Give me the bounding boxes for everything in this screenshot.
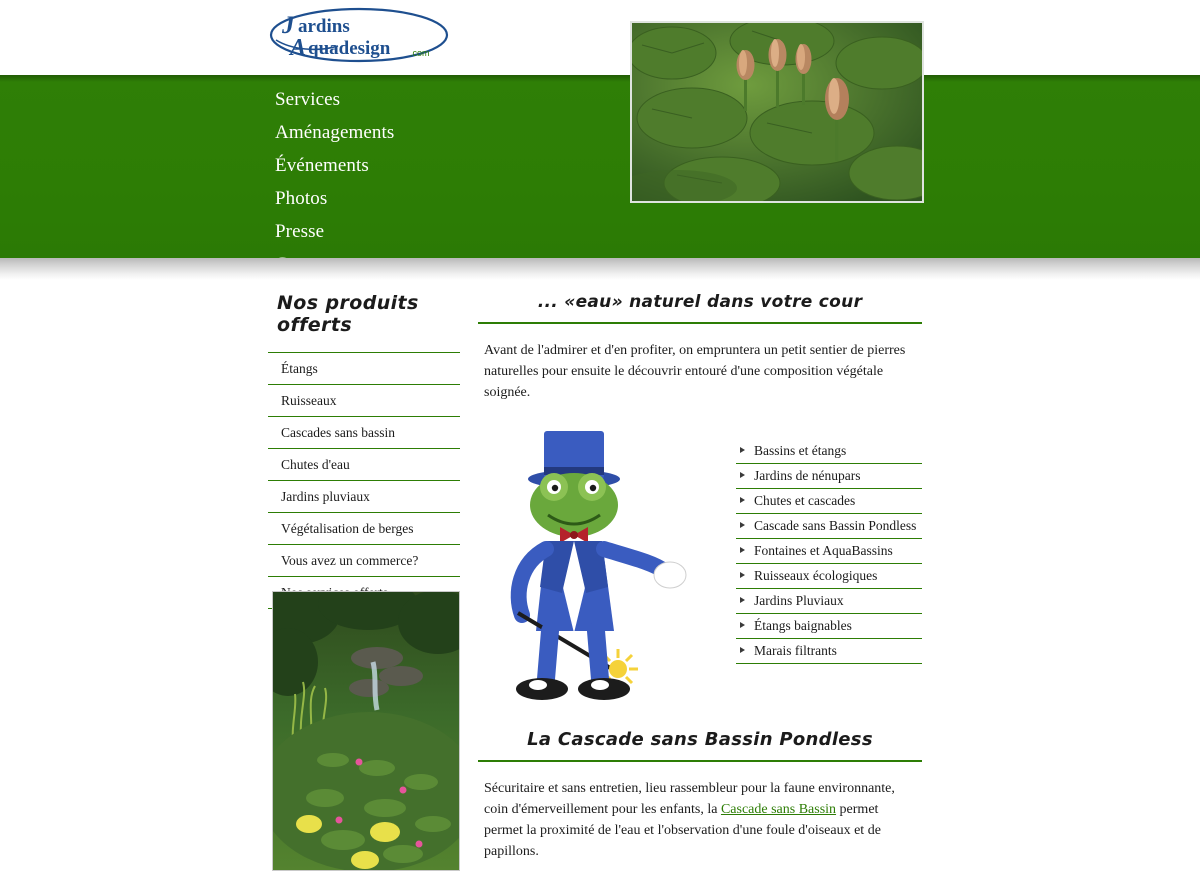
intro-paragraph: Avant de l'admirer et d'en profiter, on empruntera un petit sentier de pierres naturelles pour ensuite le découvrir entouré d'une composition végétale soignée. (484, 343, 906, 400)
paragraph-text-after: permet permet la proximité de l'eau et l'observation d'une foule d'oiseaux et de papillons. (484, 802, 881, 859)
site-logo[interactable] (268, 6, 450, 64)
sidebar-item-vegetalisation-de-berges[interactable]: Végétalisation de berges (268, 513, 460, 545)
page-content (0, 280, 1200, 873)
frog-mascot-icon (488, 417, 688, 717)
svg-text:J: J (282, 12, 295, 39)
sidebar-photo (272, 591, 460, 871)
cascade-sans-bassin-link[interactable]: Cascade sans Bassin (720, 802, 837, 817)
bullet-etangs-baignables[interactable]: Étangs baignables (736, 614, 922, 639)
page-title: ... «eau» naturel dans votre cour (537, 292, 863, 312)
bullet-chutes-et-cascades[interactable]: Chutes et cascades (736, 489, 922, 514)
main-column (478, 292, 922, 876)
sidebar-item-etangs[interactable]: Étangs (268, 353, 460, 385)
nav-item-evenements[interactable]: Événements (275, 155, 369, 176)
nav-item-presse[interactable]: Presse (275, 221, 325, 242)
sidebar-item-jardins-pluviaux[interactable]: Jardins pluviaux (268, 481, 460, 513)
sidebar-item-chutes-deau[interactable]: Chutes d'eau (268, 449, 460, 481)
nav-item-services[interactable]: Services (275, 89, 341, 110)
band-shadow (0, 75, 1200, 82)
sidebar (268, 292, 460, 609)
section-paragraph (478, 778, 922, 862)
band-bottom-gradient (0, 258, 1200, 280)
svg-text:quadesign: quadesign (308, 38, 391, 59)
services-bullet-list (736, 439, 922, 664)
bullet-jardins-pluviaux[interactable]: Jardins Pluviaux (736, 589, 922, 614)
title-divider (478, 322, 922, 324)
svg-text:A: A (290, 35, 307, 61)
sidebar-item-ruisseaux[interactable]: Ruisseaux (268, 385, 460, 417)
section-heading-wrap (478, 729, 922, 762)
sidebar-title: Nos produits offerts (277, 292, 419, 336)
nav-item-amenagements[interactable]: Aménagements (275, 122, 395, 143)
bullet-ruisseaux-ecologiques[interactable]: Ruisseaux écologiques (736, 564, 922, 589)
nav-item-photos[interactable]: Photos (275, 188, 328, 209)
hero-photo (630, 21, 924, 203)
svg-text:.com: .com (410, 48, 430, 58)
paragraph-text-before: Sécuritaire et sans entretien, lieu rassembleur pour la faune environnante, coin d'émerveillement pour les enfants, la (484, 781, 895, 817)
section-heading: La Cascade sans Bassin Pondless (527, 729, 873, 750)
bullet-fontaines-et-aquabassins[interactable]: Fontaines et AquaBassins (736, 539, 922, 564)
mascot-and-bullets (478, 417, 922, 727)
sidebar-list (268, 352, 460, 609)
bullet-marais-filtrants[interactable]: Marais filtrants (736, 639, 922, 664)
bullet-bassins-et-etangs[interactable]: Bassins et étangs (736, 439, 922, 464)
svg-text:ardins: ardins (298, 16, 350, 37)
page-header (0, 0, 1200, 75)
section-divider (478, 760, 922, 762)
bullet-cascade-sans-bassin-pondless[interactable]: Cascade sans Bassin Pondless (736, 514, 922, 539)
bullet-jardins-de-nenupars[interactable]: Jardins de nénupars (736, 464, 922, 489)
sidebar-item-vous-avez-un-commerce[interactable]: Vous avez un commerce? (268, 545, 460, 577)
main-nav (268, 83, 468, 281)
sidebar-item-cascades-sans-bassin[interactable]: Cascades sans bassin (268, 417, 460, 449)
nav-band (0, 75, 1200, 258)
